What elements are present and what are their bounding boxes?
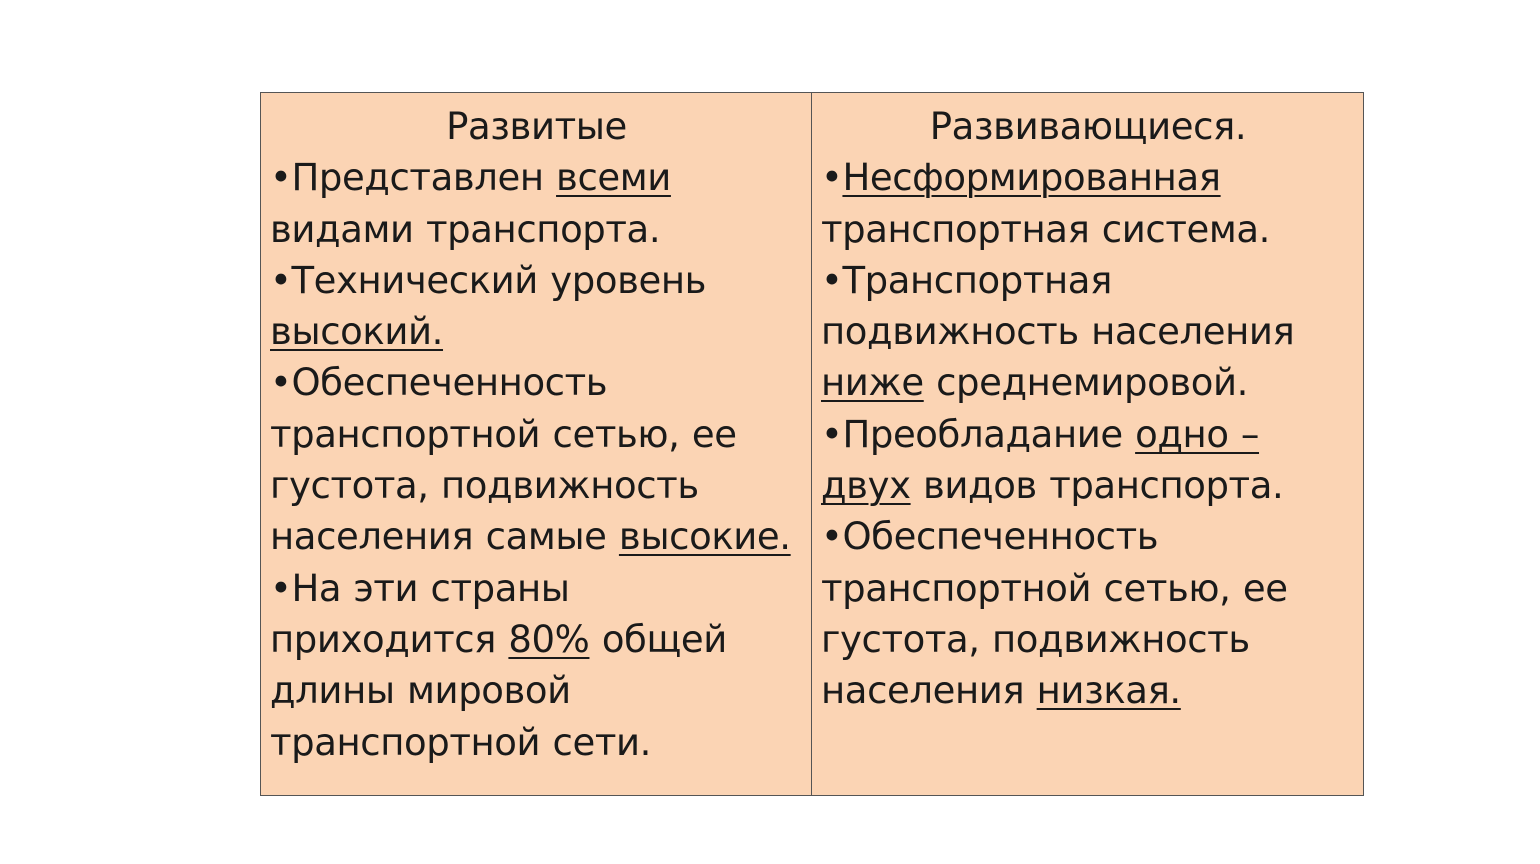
developing-item-1 bbox=[821, 152, 1355, 255]
bullet: • bbox=[821, 515, 843, 559]
bullet: • bbox=[270, 156, 292, 200]
underlined-text: 80% bbox=[508, 617, 590, 661]
developing-item-2 bbox=[821, 255, 1355, 409]
developing-item-3 bbox=[821, 409, 1355, 512]
underlined-text: Несформированная bbox=[842, 156, 1221, 200]
item-text: среднемировой. bbox=[923, 361, 1248, 405]
comparison-table bbox=[260, 92, 1364, 796]
developed-item-1 bbox=[270, 152, 803, 255]
underlined-text: высокий. bbox=[270, 310, 444, 354]
item-text: Транспортная подвижность населения bbox=[821, 258, 1295, 354]
bullet: • bbox=[821, 156, 843, 200]
developing-item-4 bbox=[821, 511, 1355, 716]
item-text: Технический уровень bbox=[291, 258, 707, 302]
item-text: Преобладание bbox=[842, 412, 1136, 456]
developing-column bbox=[812, 93, 1363, 795]
item-text: Представлен bbox=[291, 156, 557, 200]
item-text: Обеспеченность транспортной сетью, ее густота, подвижность населения bbox=[821, 515, 1288, 713]
item-text: транспортная система. bbox=[821, 207, 1270, 251]
underlined-text: ниже bbox=[821, 361, 924, 405]
underlined-text: всеми bbox=[556, 156, 671, 200]
developing-header: Развивающиеся. bbox=[929, 105, 1247, 148]
item-text: общей длины мировой транспортной сети. bbox=[270, 617, 727, 764]
underlined-text: одно – двух bbox=[821, 412, 1260, 508]
developed-column bbox=[261, 93, 812, 795]
bullet: • bbox=[821, 258, 843, 302]
bullet: • bbox=[270, 361, 292, 405]
item-text: видов транспорта. bbox=[910, 464, 1284, 508]
developed-item-2 bbox=[270, 255, 803, 358]
item-text: На эти страны приходится bbox=[270, 566, 570, 661]
developed-item-4 bbox=[270, 563, 803, 768]
bullet: • bbox=[270, 258, 292, 302]
item-text: видами транспорта. bbox=[270, 207, 661, 251]
item-text: Обеспеченность транспортной сетью, ее густота, подвижность населения самые bbox=[270, 361, 737, 559]
developed-item-3 bbox=[270, 357, 803, 562]
bullet: • bbox=[270, 566, 292, 610]
bullet: • bbox=[821, 412, 843, 456]
developed-header: Развитые bbox=[446, 105, 627, 148]
underlined-text: низкая. bbox=[1036, 669, 1181, 713]
underlined-text: высокие. bbox=[618, 515, 791, 559]
